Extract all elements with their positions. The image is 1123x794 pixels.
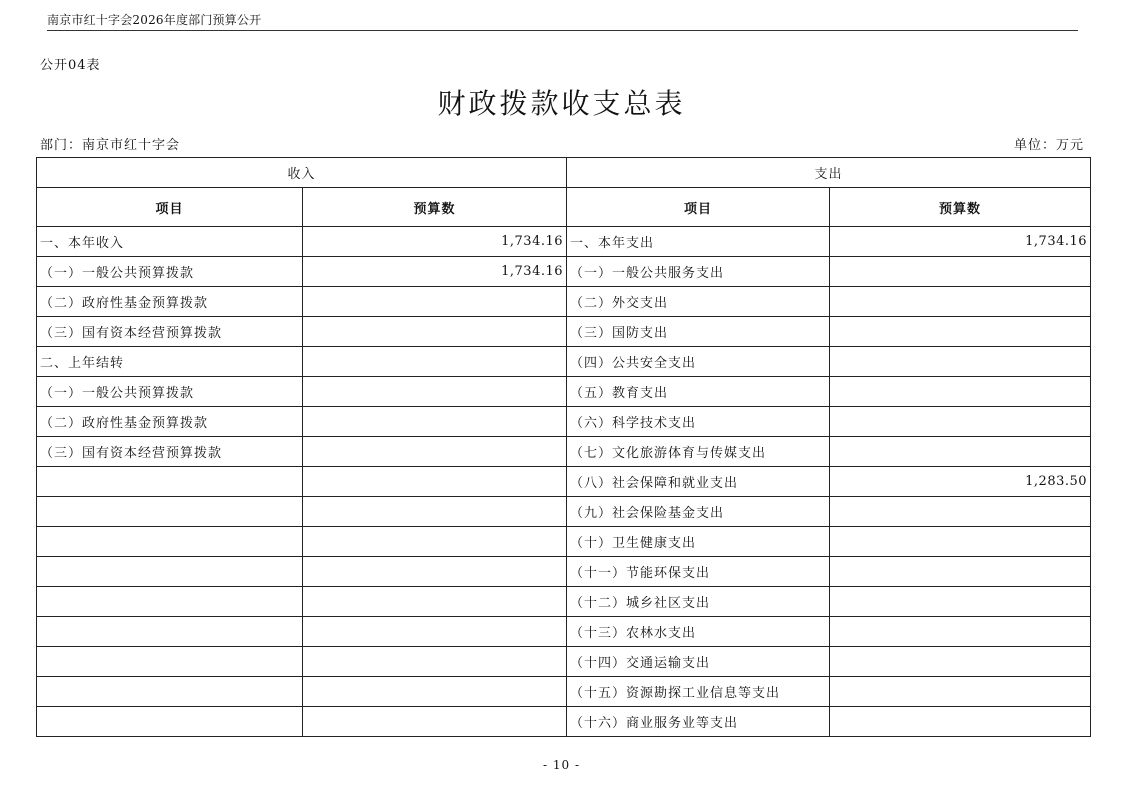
income-item-cell xyxy=(37,707,303,737)
income-item-cell xyxy=(37,557,303,587)
column-header-row xyxy=(37,188,1091,227)
income-item-cell xyxy=(37,647,303,677)
income-amount-cell xyxy=(303,467,567,497)
table-row xyxy=(37,317,1091,347)
expense-amount-cell xyxy=(830,347,1091,377)
expense-amount-cell xyxy=(830,437,1091,467)
table-row xyxy=(37,377,1091,407)
table-row xyxy=(37,707,1091,737)
income-item-cell: 二、上年结转 xyxy=(37,347,303,377)
expense-amount-cell xyxy=(830,647,1091,677)
table-row xyxy=(37,647,1091,677)
expense-amount-cell xyxy=(830,587,1091,617)
income-amount-cell xyxy=(303,707,567,737)
expense-item-cell: （十二）城乡社区支出 xyxy=(567,587,830,617)
table-row xyxy=(37,587,1091,617)
income-amount-cell xyxy=(303,407,567,437)
expense-amount-column-header: 预算数 xyxy=(830,188,1091,227)
income-amount-cell xyxy=(303,677,567,707)
unit-label: 单位：万元 xyxy=(1013,138,1084,153)
income-amount-cell xyxy=(303,647,567,677)
expense-amount-cell xyxy=(830,557,1091,587)
table-row xyxy=(37,437,1091,467)
expense-item-cell: （十三）农林水支出 xyxy=(567,617,830,647)
income-amount-cell: 1,734.16 xyxy=(303,257,567,287)
table-row xyxy=(37,347,1091,377)
expense-amount-cell: 1,283.50 xyxy=(830,467,1091,497)
expense-item-cell: （五）教育支出 xyxy=(567,377,830,407)
income-amount-cell xyxy=(303,527,567,557)
income-item-cell xyxy=(37,617,303,647)
income-item-cell: （二）政府性基金预算拨款 xyxy=(37,407,303,437)
table-row xyxy=(37,287,1091,317)
income-amount-cell: 1,734.16 xyxy=(303,227,567,257)
income-amount-cell xyxy=(303,317,567,347)
expense-item-column-header: 项目 xyxy=(567,188,830,227)
expense-item-cell: （二）外交支出 xyxy=(567,287,830,317)
department-label: 部门：南京市红十字会 xyxy=(40,138,181,153)
expense-amount-cell xyxy=(830,257,1091,287)
table-row xyxy=(37,407,1091,437)
expense-amount-cell xyxy=(830,617,1091,647)
income-amount-cell xyxy=(303,287,567,317)
expense-amount-cell xyxy=(830,317,1091,347)
expense-section-header: 支出 xyxy=(567,158,1091,188)
expense-item-cell: （六）科学技术支出 xyxy=(567,407,830,437)
income-item-cell: （三）国有资本经营预算拨款 xyxy=(37,437,303,467)
income-item-cell xyxy=(37,677,303,707)
table-row xyxy=(37,617,1091,647)
income-item-column-header: 项目 xyxy=(37,188,303,227)
expense-amount-cell xyxy=(830,287,1091,317)
income-item-cell: 一、本年收入 xyxy=(37,227,303,257)
income-item-cell xyxy=(37,527,303,557)
table-row xyxy=(37,527,1091,557)
income-item-cell: （三）国有资本经营预算拨款 xyxy=(37,317,303,347)
table-body xyxy=(37,227,1091,737)
expense-item-cell: （七）文化旅游体育与传媒支出 xyxy=(567,437,830,467)
running-header: 南京市红十字会2026年度部门预算公开 xyxy=(47,13,262,27)
income-amount-cell xyxy=(303,497,567,527)
income-amount-column-header: 预算数 xyxy=(303,188,567,227)
page-number: - 10 - xyxy=(542,758,580,772)
expense-amount-cell xyxy=(830,707,1091,737)
section-header-row xyxy=(37,158,1091,188)
expense-item-cell: （十）卫生健康支出 xyxy=(567,527,830,557)
expense-amount-cell xyxy=(830,407,1091,437)
table-row xyxy=(37,677,1091,707)
budget-table xyxy=(36,157,1091,737)
expense-item-cell: （十一）节能环保支出 xyxy=(567,557,830,587)
income-amount-cell xyxy=(303,617,567,647)
expense-item-cell: （四）公共安全支出 xyxy=(567,347,830,377)
table-row xyxy=(37,257,1091,287)
income-amount-cell xyxy=(303,347,567,377)
expense-item-cell: （三）国防支出 xyxy=(567,317,830,347)
income-item-cell: （一）一般公共预算拨款 xyxy=(37,377,303,407)
table-row xyxy=(37,227,1091,257)
income-item-cell xyxy=(37,497,303,527)
form-number: 公开04表 xyxy=(40,58,101,73)
expense-item-cell: （十四）交通运输支出 xyxy=(567,647,830,677)
expense-amount-cell xyxy=(830,497,1091,527)
expense-item-cell: （十六）商业服务业等支出 xyxy=(567,707,830,737)
header-rule xyxy=(47,30,1078,31)
income-amount-cell xyxy=(303,587,567,617)
income-amount-cell xyxy=(303,437,567,467)
expense-item-cell: （九）社会保险基金支出 xyxy=(567,497,830,527)
income-item-cell: （二）政府性基金预算拨款 xyxy=(37,287,303,317)
expense-item-cell: （十五）资源勘探工业信息等支出 xyxy=(567,677,830,707)
table-row xyxy=(37,557,1091,587)
expense-item-cell: （一）一般公共服务支出 xyxy=(567,257,830,287)
table-row xyxy=(37,467,1091,497)
income-section-header: 收入 xyxy=(37,158,567,188)
income-amount-cell xyxy=(303,377,567,407)
income-item-cell xyxy=(37,467,303,497)
expense-item-cell: 一、本年支出 xyxy=(567,227,830,257)
expense-amount-cell xyxy=(830,377,1091,407)
table-row xyxy=(37,497,1091,527)
expense-amount-cell: 1,734.16 xyxy=(830,227,1091,257)
page-title: 财政拨款收支总表 xyxy=(437,87,686,120)
income-item-cell: （一）一般公共预算拨款 xyxy=(37,257,303,287)
income-amount-cell xyxy=(303,557,567,587)
income-item-cell xyxy=(37,587,303,617)
expense-item-cell: （八）社会保障和就业支出 xyxy=(567,467,830,497)
expense-amount-cell xyxy=(830,677,1091,707)
expense-amount-cell xyxy=(830,527,1091,557)
